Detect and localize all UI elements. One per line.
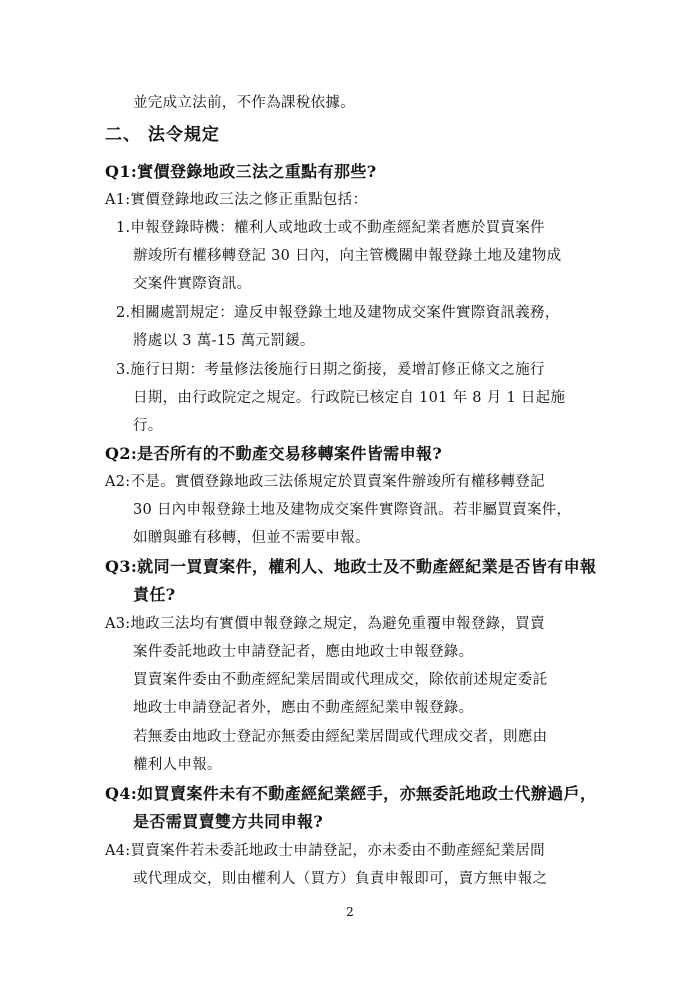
question-heading: Q3:就同一買賣案件，權利人、地政士及不動產經紀業是否皆有申報 bbox=[105, 557, 597, 576]
question-heading: Q1:實價登錄地政三法之重點有那些? bbox=[105, 162, 377, 181]
answer-text: A3:地政三法均有實價申報登錄之規定，為避免重覆申報登錄，買賣 bbox=[105, 616, 545, 632]
answer-continuation: 30 日內申報登錄土地及建物成交案件實際資訊。若非屬買賣案件， bbox=[133, 502, 572, 518]
question-continuation: 責任? bbox=[133, 585, 176, 604]
list-item: 2.相關處罰規定：違反申報登錄土地及建物成交案件實際資訊義務， bbox=[116, 305, 560, 321]
answer-continuation: 如贈與雖有移轉，但並不需要申報。 bbox=[133, 530, 370, 546]
answer-continuation: 或代理成交，則由權利人（買方）負責申報即可，賣方無申報之 bbox=[133, 871, 548, 887]
answer-text: A2:不是。實價登錄地政三法係規定於買賣案件辦竣所有權移轉登記 bbox=[105, 474, 545, 490]
section-heading: 二、 法令規定 bbox=[105, 125, 220, 145]
question-heading: Q2:是否所有的不動產交易移轉案件皆需申報? bbox=[105, 444, 443, 463]
question-heading: Q4:如買賣案件未有不動產經紀業經手，亦無委託地政士代辦過戶， bbox=[105, 784, 597, 803]
answer-text: A1:實價登錄地政三法之修正重點包括： bbox=[105, 192, 368, 208]
answer-continuation: 權利人申報。 bbox=[133, 757, 222, 773]
question-continuation: 是否需買賣雙方共同申報? bbox=[133, 812, 324, 831]
list-item-continuation: 將處以 3 萬-15 萬元罰鍰。 bbox=[133, 333, 315, 349]
list-item: 1.申報登錄時機：權利人或地政士或不動產經紀業者應於買賣案件 bbox=[116, 220, 545, 236]
list-item-continuation: 日期，由行政院定之規定。行政院已核定自 101 年 8 月 1 日起施 bbox=[133, 390, 566, 406]
answer-continuation: 地政士申請登記者外，應由不動產經紀業申報登錄。 bbox=[133, 700, 474, 716]
list-item: 3.施行日期：考量修法後施行日期之銜接，爰增訂修正條文之施行 bbox=[116, 362, 545, 378]
answer-continuation: 買賣案件委由不動產經紀業居間或代理成交，除依前述規定委託 bbox=[133, 672, 548, 688]
body-text: 並完成立法前，不作為課稅依據。 bbox=[133, 95, 355, 111]
list-item-continuation: 交案件實際資訊。 bbox=[133, 276, 252, 292]
list-item-continuation: 行。 bbox=[133, 418, 163, 434]
page-number: 2 bbox=[346, 905, 354, 919]
list-item-continuation: 辦竣所有權移轉登記 30 日內，向主管機關申報登錄土地及建物成 bbox=[133, 248, 562, 264]
answer-text: A4:買賣案件若未委託地政士申請登記，亦未委由不動產經紀業居間 bbox=[105, 843, 545, 859]
answer-continuation: 案件委託地政士申請登記者，應由地政士申報登錄。 bbox=[133, 644, 474, 660]
answer-continuation: 若無委由地政士登記亦無委由經紀業居間或代理成交者，則應由 bbox=[133, 729, 548, 745]
